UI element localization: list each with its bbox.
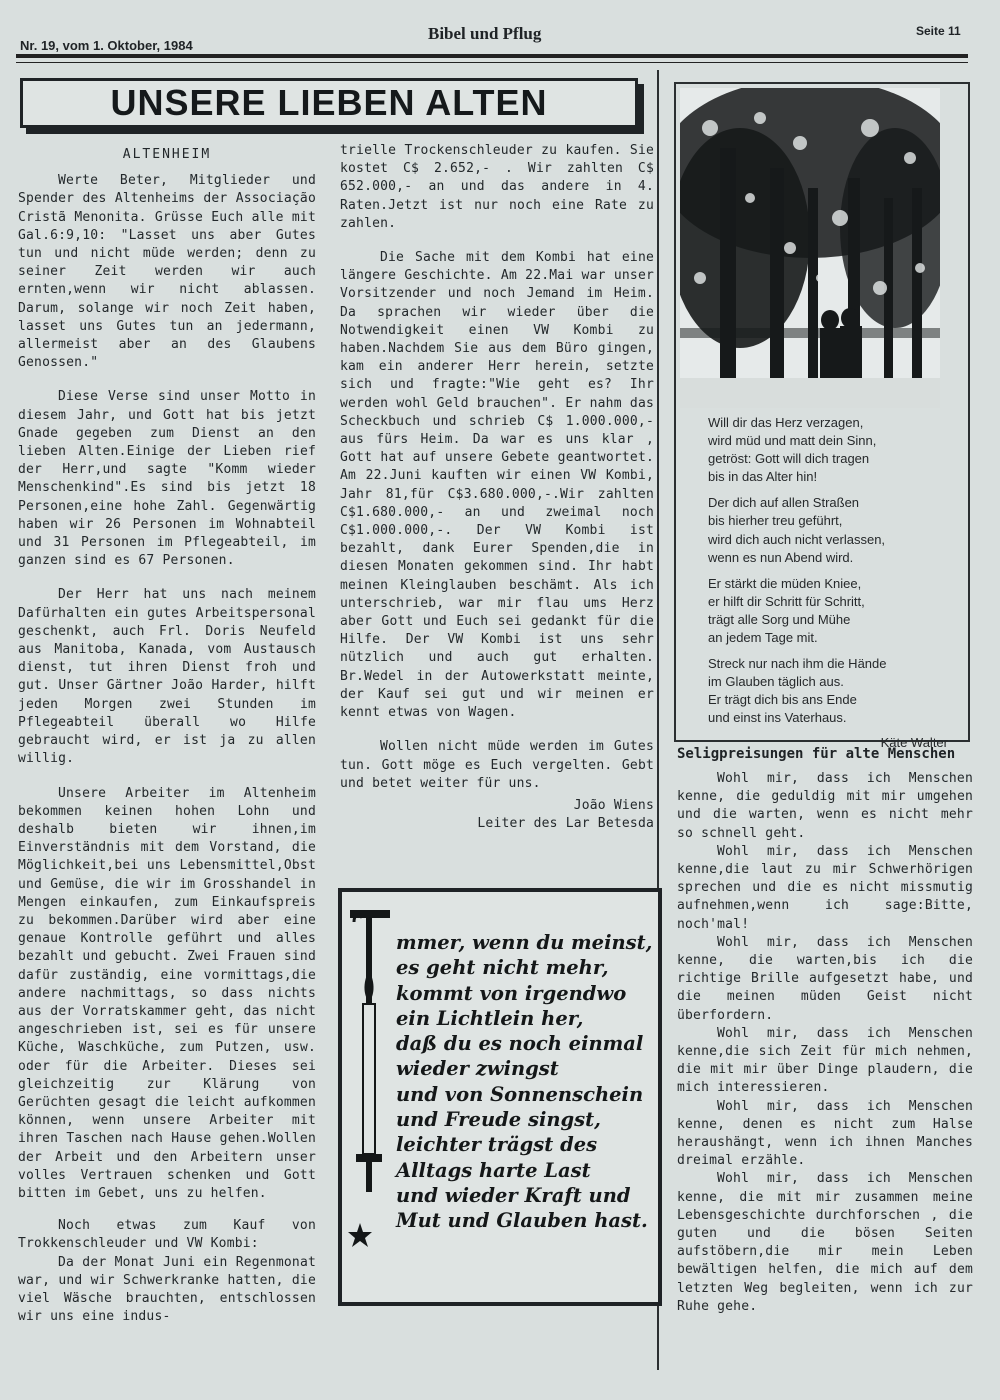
paragraph: Wollen nicht müde werden im Gutes tun. Gott möge es Euch vergelten. Gebt und betet weiter für uns. bbox=[340, 739, 654, 791]
paragraph: Diese Verse sind unser Motto in diesem Jahr, und Gott hat bis jetzt Gnade gegeben zum Dienst an den lieben Alten.Einige der Lieben rief der Herr,und sagte "Komm wieder Menschenkind".Es sind bis jetzt 18 Personen,eine hohe Zahl. Gegenwärtig haben wir 26 Personen im Wohnabteil und 31 Personen im Pflegeabteil, im ganzen sind es 67 Personen. bbox=[18, 389, 316, 569]
poem-line: bis in das Alter hin! bbox=[708, 469, 818, 485]
article-subtitle: ALTENHEIM bbox=[122, 147, 212, 162]
poem-line: Der dich auf allen Straßen bbox=[708, 495, 860, 511]
article-title-box bbox=[20, 78, 638, 128]
poem-line: Will dir das Herz verzagen, bbox=[708, 415, 864, 430]
calligraphy-line: Alltags harte Last bbox=[396, 1158, 591, 1182]
calligraphy-line: und Freude singst, bbox=[396, 1108, 601, 1132]
paragraph: Wohl mir, dass ich Menschen kenne,die sich Zeit für mich nehmen, die mit mir über Dinge plaudern, die mich interessieren. bbox=[677, 1025, 973, 1096]
calligraphy-line: wieder zwingst bbox=[396, 1057, 559, 1081]
poem-line: wenn es nun Abend wird. bbox=[708, 549, 854, 565]
poem-line: im Glauben täglich aus. bbox=[708, 674, 844, 690]
poem-line: an jedem Tage mit. bbox=[708, 630, 818, 646]
paragraph: Noch etwas zum Kauf von Trokkenschleuder und VW Kombi: bbox=[18, 1218, 316, 1252]
paragraph: Wohl mir, dass ich Menschen kenne,die laut zu mir Schwerhörigen sprechen und die es nicht missmutig aufnehmen,wenn ich sage:Bitte, noch'mal! bbox=[677, 843, 973, 932]
poem-line: wird müd und matt dein Sinn, bbox=[708, 433, 877, 449]
calligraphy-line: kommt von irgendwo bbox=[396, 981, 627, 1005]
poem-line: wird dich auch nicht verlassen, bbox=[708, 531, 886, 547]
calligraphy-text bbox=[396, 930, 654, 1234]
article-column-2 bbox=[340, 142, 654, 833]
signature-role: Leiter des Lar Betesda bbox=[477, 816, 654, 832]
calligraphy-line: und wieder Kraft und bbox=[396, 1183, 631, 1207]
header-rule-thin bbox=[16, 62, 968, 63]
paragraph: Wohl mir, dass ich Menschen kenne, die geduldig mit mir umgehen und die warten, wenn es nicht mehr so schnell geht. bbox=[677, 771, 973, 841]
article-title: UNSERE LIEBEN ALTEN bbox=[110, 82, 548, 123]
paragraph: trielle Trockenschleuder zu kaufen. Sie kostet C$ 2.652,- . Wir zahlten C$ 652.000,- an und das andere in 4. Raten.Jetzt ist nur noch eine Rate zu zahlen. bbox=[340, 143, 654, 231]
poem-author: Käte Walter bbox=[880, 734, 948, 750]
paragraph: Da der Monat Juni ein Regenmonat war, und wir Schwerkranke hatten, die viel Wäsche brauchten, entschlossen wir uns eine indus- bbox=[18, 1254, 316, 1325]
poem-line: und einst ins Vaterhaus. bbox=[708, 710, 847, 726]
poem-stanza bbox=[708, 655, 948, 727]
beatitudes-column bbox=[677, 770, 973, 1316]
magazine-title: Bibel und Pflug bbox=[428, 24, 542, 43]
candle-icon bbox=[342, 892, 396, 1302]
poem-stanza bbox=[708, 414, 948, 486]
calligraphy-line: leichter trägst des bbox=[396, 1133, 598, 1157]
poem-line: er hilft dir Schritt für Schritt, bbox=[708, 593, 865, 609]
paragraph: Werte Beter, Mitglieder und Spender des Altenheims der Associação Cristã Menonita. Grüsse Euch alle mit Gal.6:9,10: "Lasset uns aber Gutes tun und nicht müde werden; denn zu seiner Zeit werden wir auch ernten,wenn wir nicht ablassen. Darum, solange wir noch Zeit haben, lasset uns Gutes tun an jedermann, allermeist aber an des Glaubens Genossen." bbox=[18, 173, 316, 371]
signature-name: João Wiens bbox=[573, 797, 654, 813]
paragraph: Wohl mir, dass ich Menschen kenne, denen es nicht zum Halse heraushängt, wenn ich ihnen Manches dreimal erzähle. bbox=[677, 1098, 973, 1169]
poem-line: trägt alle Sorg und Mühe bbox=[708, 611, 851, 627]
elderly-couple-walking-image bbox=[680, 88, 940, 408]
poem-stanza bbox=[708, 575, 948, 647]
paragraph: Unsere Arbeiter im Altenheim bekommen keinen hohen Lohn und deshalb bieten wir ihnen,im Einverständnis mit dem Vorstand, die Möglichkeit,bei uns Lebensmittel,Obst und Gemüse, die wir im Grosshandel in Mengen einkaufen, zum Einkaufspreis zu bekommen.Darüber wird aber eine genaue Kontrolle geführt und alles bezahlt und gebucht. Zwei Frauen sind dafür zuständig, eine vormittags,die andere nachmittags, so dass nichts aus der Vorratskammer geht, das nicht angeschrieben ist, sei es für unsere Küche, Waschküche, zum Putzen, usw. oder für die Arbeiter. Dieses sei gleichzeitig zur Klärung von Gerüchten gesagt die leicht aufkommen können, wenn unsere Arbeiter mit ihren Taschen nach Hause gehen.Wollen der Arbeit und den Arbeitern unser volles Vertrauen schenken und Gott bitten im Gebet, uns zu helfen. bbox=[18, 785, 316, 1201]
poem bbox=[708, 414, 948, 752]
paragraph: Die Sache mit dem Kombi hat eine längere Geschichte. Am 22.Mai war unser Vorsitzender und noch Jemand im Heim. Da sprachen wir wieder über die Notwendigkeit einen VW Kombi zu haben.Nachdem Sie aus dem Büro gingen, kam ein anderer Herr herein, setzte sich und fragte:"Wie geht es? Ihr werden wohl Geld brauchen". Er nahm das Scheckbuch und schrieb C$ 1.000.000,- aus fürs Heim. Da war es uns klar , Gott hat auf unsere Gebete geantwortet. Am 22.Juni kauften wir einen VW Kombi, Jahr 81,für C$3.680.000,-.Wir zahlten C$1.680.000,- an und zweimal noch C$1.000.000,-. Der VW Kombi ist bezahlt, dank Eurer Spenden,die in diesen Monaten gekommen sind. Ihr habt meinen Kleinglauben beschämt. Als ich unterschrieb, war mir flau ums Herz aber Gott und Euch sei gedankt für die Hilfe. Der VW Kombi ist uns sehr nützlich und auch gut erhalten. Br.Wedel in der Autowerkstatt meinte, der Kauf sei gut und wir meinen er kennt etwas von Wagen. bbox=[340, 250, 654, 721]
poem-line: Er trägt dich bis ans Ende bbox=[708, 692, 857, 708]
paragraph: Wohl mir, dass ich Menschen kenne, die warten,bis ich die richtige Brille aufgesetzt habe, und die meinen müden Geist nicht überfordern. bbox=[677, 934, 973, 1023]
header-rule-thick bbox=[16, 54, 968, 58]
calligraphy-line: ein Lichtlein her, bbox=[396, 1006, 584, 1030]
calligraphy-box bbox=[338, 888, 662, 1306]
paragraph: Wohl mir, dass ich Menschen kenne, die mit mir zusammen meine Lebensgeschichte durchforschen , die guten und die bösen Seiten aufstöbern,die mir mein Leben bewältigen helfen, die mich auf dem letzten Weg begleiten, wenn ich zur Ruhe gehe. bbox=[677, 1171, 973, 1314]
calligraphy-line: es geht nicht mehr, bbox=[396, 956, 609, 980]
poem-line: bis hierher treu geführt, bbox=[708, 513, 843, 529]
issue-line: Nr. 19, vom 1. Oktober, 1984 bbox=[20, 38, 193, 53]
page-number: Seite 11 bbox=[916, 24, 961, 38]
article-column-1 bbox=[18, 142, 316, 1342]
calligraphy-line: mmer, wenn du meinst, bbox=[396, 931, 653, 954]
calligraphy-line: Mut und Glauben hast. bbox=[396, 1209, 648, 1233]
poem-line: getröst: Gott will dich tragen bbox=[708, 451, 870, 467]
paragraph: Der Herr hat uns nach meinem Dafürhalten ein gutes Arbeitspersonal geschenkt, auch Frl. Doris Neufeld aus Manitoba, Kanada, vom Austausch dienst, tut ihren Dienst froh und gut. Unser Gärtner João Harder, hilft jeden Morgen zwei Stunden im Pflegeabteil überall wo Hilfe gebraucht wird, er ist ja zu allen willig. bbox=[18, 587, 316, 767]
trees-photo bbox=[680, 88, 940, 408]
beatitudes-title: Seligpreisungen für alte Menschen bbox=[677, 746, 956, 762]
poem-line: Streck nur nach ihm die Hände bbox=[708, 656, 887, 672]
calligraphy-line: und von Sonnenschein bbox=[396, 1082, 644, 1106]
calligraphy-line: daß du es noch einmal bbox=[396, 1032, 644, 1056]
poem-stanza bbox=[708, 494, 948, 566]
poem-line: Er stärkt die müden Kniee, bbox=[708, 575, 862, 591]
